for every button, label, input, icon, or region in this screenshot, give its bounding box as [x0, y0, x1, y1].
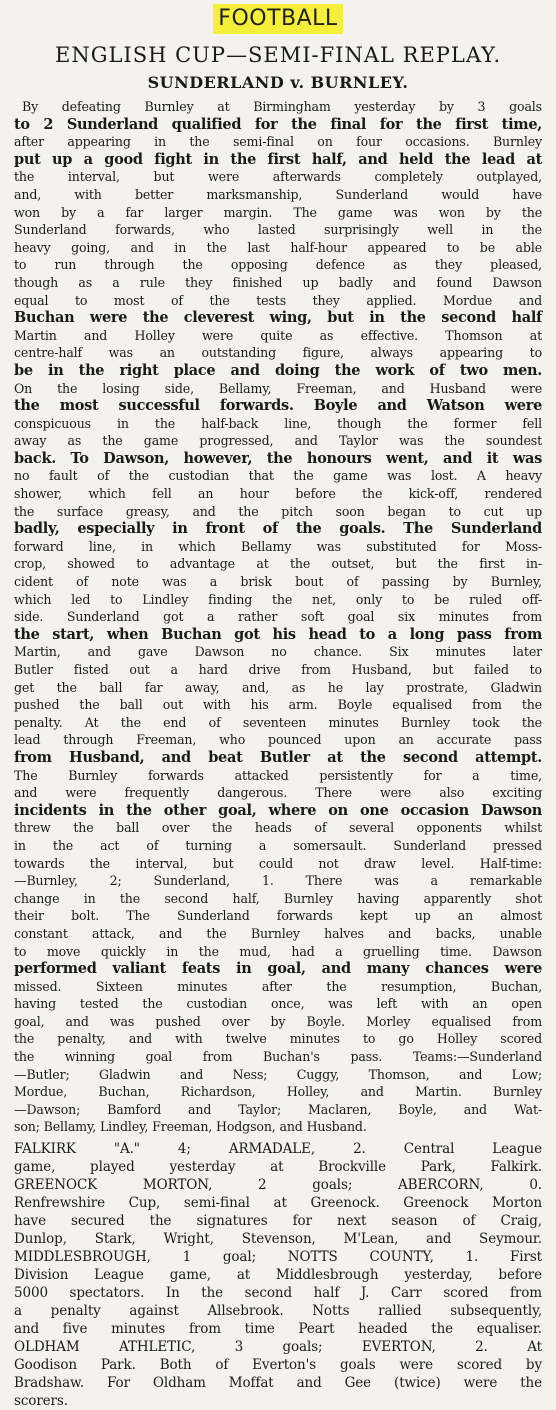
report-line: crop, showed to advantage at the outset, but the first in-	[14, 556, 542, 572]
result-heading: GREENOCK MORTON, 2 goals; ABERCORN, 0.	[14, 1177, 542, 1194]
report-line: son; Bellamy, Lindley, Freeman, Hodgson, and Husband.	[14, 1119, 367, 1135]
report-line: having tested the custodian once, was left with an open	[14, 996, 542, 1012]
report-line: the start, when Buchan got his head to a long pass from	[14, 625, 542, 643]
report-line: in the act of turning a somersault. Sunderland pressed	[14, 837, 542, 853]
report-line: —Butler; Gladwin and Ness; Cuggy, Thomson, and Low;	[14, 1066, 542, 1082]
result-heading: OLDHAM ATHLETIC, 3 goals; EVERTON, 2. At	[14, 1339, 542, 1356]
report-line: —Burnley, 2; Sunderland, 1. There was a remarkable	[14, 873, 542, 889]
result-line: have secured the signatures for next season of Craig,	[14, 1213, 542, 1230]
report-line: shower, which fell an hour before the kick-off, rendered	[14, 486, 542, 502]
report-line: away as the game progressed, and Taylor was the soundest	[14, 433, 542, 449]
report-line: incidents in the other goal, where on one occasion Dawson	[14, 801, 542, 819]
subheadline: SUNDERLAND v. BURNLEY.	[147, 73, 409, 92]
other-results	[14, 1140, 542, 1410]
report-line: Mordue, Buchan, Richardson, Holley, and Martin. Burnley	[14, 1084, 542, 1100]
report-line: back. To Dawson, however, the honours went, and it was	[14, 449, 542, 467]
report-line: goal, and was pushed over by Boyle. Morley equalised from	[14, 1013, 542, 1029]
report-line: to move quickly in the mud, had a gruelling time. Dawson	[14, 943, 542, 959]
report-line: cident of note was a brisk bout of passing by Burnley,	[14, 574, 542, 590]
result-line: Bradshaw. For Oldham Moffat and Gee (twice) were the	[14, 1375, 542, 1392]
report-line: lead through Freeman, who pounced upon an accurate pass	[14, 732, 542, 748]
result-line: Division League game, at Middlesbrough yesterday, before	[14, 1267, 542, 1284]
report-line: threw the ball over the heads of several opponents whilst	[14, 820, 542, 836]
result-line: Renfrewshire Cup, semi-final at Greenock. Greenock Morton	[14, 1195, 542, 1212]
report-line: Martin, and gave Dawson no chance. Six minutes later	[14, 644, 542, 660]
report-line: penalty. At the end of seventeen minutes Burnley took the	[14, 714, 542, 730]
report-line: Sunderland forwards, who lasted surprisingly well in the	[14, 222, 542, 238]
report-line: constant attack, and the Burnley halves and backs, unable	[14, 925, 542, 941]
report-line: to run through the opposing defence as they pleased,	[14, 257, 542, 273]
report-line: change in the second half, Burnley having apparently shot	[14, 890, 542, 906]
section-label: FOOTBALL	[213, 4, 342, 34]
report-line: Martin and Holley were quite as effective. Thomson at	[14, 327, 542, 343]
report-line: be in the right place and doing the work of two men.	[14, 361, 542, 379]
report-line: the most successful forwards. Boyle and Watson were	[14, 397, 542, 415]
report-line: centre-half was an outstanding figure, always appearing to	[14, 345, 542, 361]
report-line: the penalty, and with twelve minutes to go Holley scored	[14, 1031, 542, 1047]
report-line: after appearing in the semi-final on four occasions. Burnley	[14, 134, 542, 150]
result-line: 5000 spectators. In the second half J. Carr scored from	[14, 1285, 542, 1302]
report-line: and were frequently dangerous. There were also exciting	[14, 785, 542, 801]
report-line: side. Sunderland got a rather soft goal six minutes from	[14, 609, 542, 625]
result-line: Dunlop, Stark, Wright, Stevenson, M'Lean, and Seymour.	[14, 1231, 542, 1248]
result-line: game, played yesterday at Brockville Park, Falkirk.	[14, 1159, 542, 1176]
report-line: heavy going, and in the last half-hour appeared to be able	[14, 239, 542, 255]
report-line: pushed the ball out with his arm. Boyle equalised from the	[14, 697, 542, 713]
report-line: from Husband, and beat Butler at the second attempt.	[14, 748, 542, 766]
report-line: equal to most of the tests they applied. Mordue and	[14, 292, 542, 308]
report-line: the surface greasy, and the pitch soon began to cut up	[14, 503, 542, 519]
report-line: By defeating Burnley at Birmingham yesterday by 3 goals	[22, 99, 542, 114]
result-line: and five minutes from time Peart headed the equaliser.	[14, 1321, 542, 1338]
report-line: performed valiant feats in goal, and many chances were	[14, 960, 542, 978]
report-line: put up a good fight in the first half, and held the lead at	[14, 150, 542, 168]
report-line: and, with better marksmanship, Sunderland would have	[14, 186, 542, 202]
section-banner	[14, 4, 542, 38]
report-line: forward line, in which Bellamy was substituted for Moss-	[14, 538, 542, 554]
report-line: The Burnley forwards attacked persistently for a time,	[14, 767, 542, 783]
result-heading: FALKIRK "A." 4; ARMADALE, 2. Central League	[14, 1141, 542, 1158]
report-line: no fault of the custodian that the game was lost. A heavy	[14, 468, 542, 484]
report-line: missed. Sixteen minutes after the resumption, Buchan,	[14, 978, 542, 994]
report-line: conspicuous in the half-back line, though the former fell	[14, 415, 542, 431]
report-line: though as a rule they finished up badly and found Dawson	[14, 274, 542, 290]
report-line: to 2 Sunderland qualified for the final for the first time,	[14, 115, 542, 133]
report-line: Butler fisted out a hard drive from Husband, but failed to	[14, 662, 542, 677]
report-line: towards the interval, but could not draw level. Half-time:	[14, 855, 542, 871]
report-line: get the ball far away, and, as he lay prostrate, Gladwin	[14, 679, 542, 695]
report-line: badly, especially in front of the goals. The Sunderland	[14, 520, 542, 538]
report-line: their bolt. The Sunderland forwards kept up an almost	[14, 908, 542, 924]
result-line: a penalty against Allsebrook. Notts rallied subsequently,	[14, 1303, 542, 1320]
report-line: Buchan were the cleverest wing, but in the second half	[14, 309, 542, 327]
result-heading: MIDDLESBROUGH, 1 goal; NOTTS COUNTY, 1. First	[14, 1249, 542, 1266]
report-line: —Dawson; Bamford and Taylor; Maclaren, Boyle, and Wat-	[14, 1101, 542, 1117]
report-line: won by a far larger margin. The game was won by the	[14, 204, 542, 220]
report-line: which led to Lindley finding the net, only to be ruled off-	[14, 591, 542, 607]
report-line: the winning goal from Buchan's pass. Teams:—Sunderland	[14, 1049, 542, 1065]
result-line: Goodison Park. Both of Everton's goals were scored by	[14, 1357, 542, 1374]
report-line: On the losing side, Bellamy, Freeman, and Husband were	[14, 380, 542, 396]
result-line: scorers.	[14, 1393, 68, 1410]
report-line: the interval, but were afterwards completely outplayed,	[14, 169, 542, 185]
headline: ENGLISH CUP—SEMI-FINAL REPLAY.	[55, 43, 501, 67]
match-report	[14, 98, 542, 1136]
